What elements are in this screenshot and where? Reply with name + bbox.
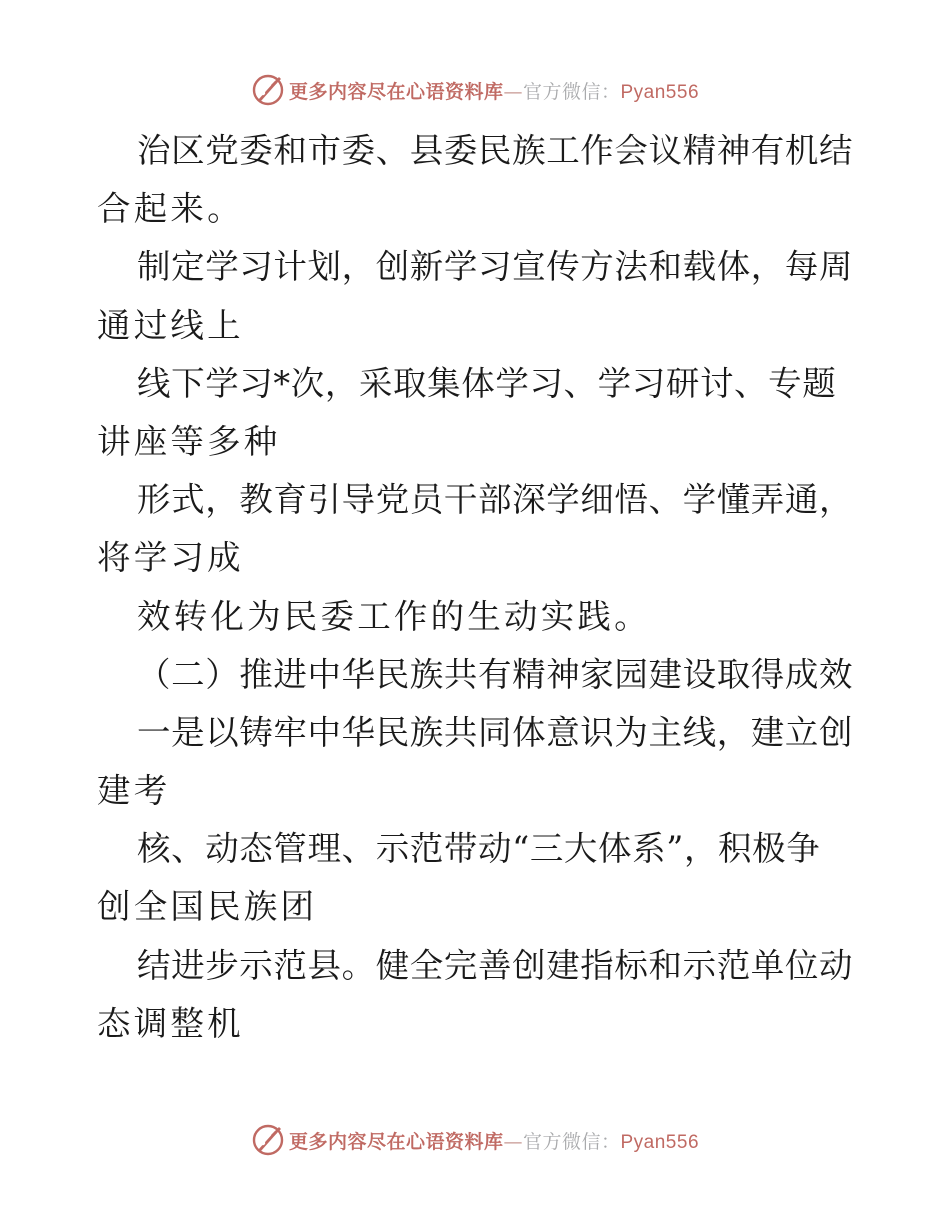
footer-watermark (0, 1120, 950, 1160)
watermark-text (289, 1127, 699, 1154)
watermark-text (289, 77, 699, 104)
watermark-dash: — (503, 80, 523, 103)
watermark-brand: 更多内容尽在心语资料库 (288, 80, 504, 103)
text-line: 治区党委和市委、县委民族工作会议精神有机结 (137, 131, 854, 170)
document-body (97, 122, 867, 1053)
text-line: 效转化为民委工作的生动实践。 (137, 596, 651, 636)
text-line: 一是以铸牢中华民族共同体意识为主线，建立创 (137, 712, 854, 752)
text-line: 线下学习*次，采取集体学习、学习研讨、专题 (137, 363, 837, 403)
text-line: 通过线上 (97, 305, 244, 345)
text-line: 核、动态管理、示范带动“三大体系”，积极争 (137, 829, 821, 869)
watermark-account: Pyan556 (620, 1131, 700, 1153)
watermark-official: 官方微信： (522, 80, 621, 103)
watermark-dash: — (503, 1130, 523, 1153)
text-line: 讲座等多种 (97, 421, 281, 461)
watermark-account: Pyan556 (620, 81, 700, 103)
text-line: 建考 (97, 771, 171, 811)
text-line: 结进步示范县。健全完善创建指标和示范单位动 (137, 945, 854, 985)
watermark-official: 官方微信： (522, 1130, 621, 1153)
text-line: 创全国民族团 (97, 887, 318, 927)
watermark-brand: 更多内容尽在心语资料库 (288, 1130, 504, 1153)
text-line: 合起来。 (97, 189, 244, 229)
text-line: 形式，教育引导党员干部深学细悟、学懂弄通， (137, 480, 854, 520)
header-watermark (0, 70, 950, 110)
text-line: 态调整机 (97, 1003, 244, 1043)
quill-logo-icon (251, 1123, 285, 1157)
quill-logo-icon (251, 73, 285, 107)
text-line: 制定学习计划，创新学习宣传方法和载体，每周 (137, 247, 854, 287)
section-heading: （二）推进中华民族共有精神家园建设取得成效 (137, 654, 854, 694)
text-line: 将学习成 (97, 538, 244, 578)
